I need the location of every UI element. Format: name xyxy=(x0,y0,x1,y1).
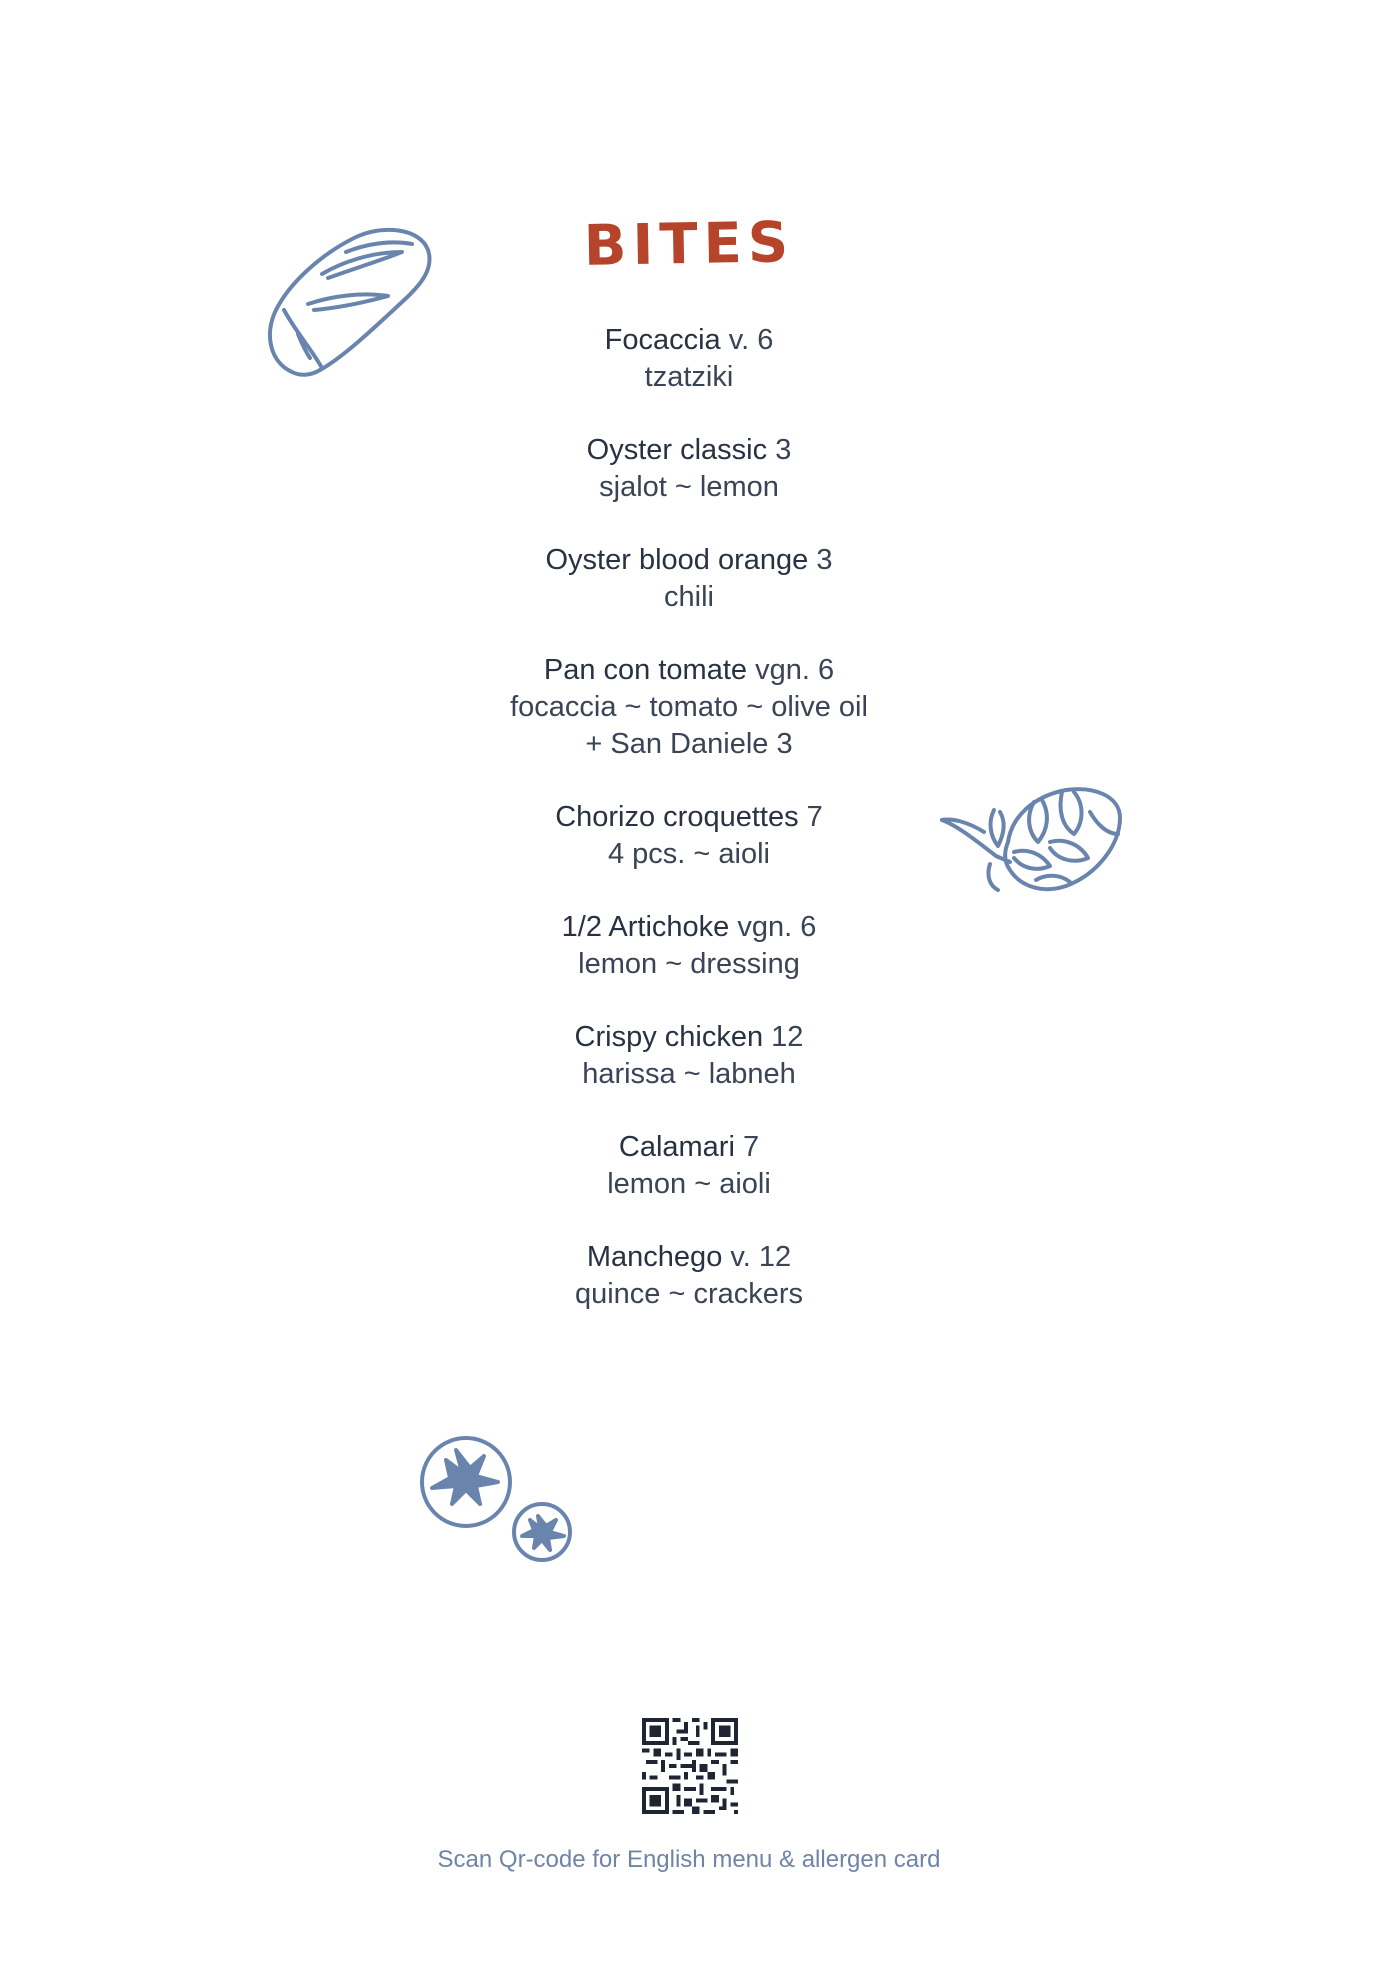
menu-item xyxy=(0,542,1378,616)
item-description: harissa ~ labneh xyxy=(582,1058,796,1090)
item-description: quince ~ crackers xyxy=(574,1278,804,1310)
footer-note: Scan Qr-code for English menu & allergen card xyxy=(437,1846,941,1873)
page-title: BITES xyxy=(583,210,795,279)
menu-list xyxy=(0,322,1378,1349)
item-price: v. 12 xyxy=(730,1241,792,1273)
item-description: sjalot ~ lemon xyxy=(599,471,779,503)
item-name: Calamari xyxy=(618,1131,735,1163)
item-price: 7 xyxy=(806,801,823,833)
item-name: Manchego xyxy=(586,1241,723,1273)
item-price: vgn. 6 xyxy=(755,654,835,686)
qr-code xyxy=(642,1718,738,1814)
menu-item xyxy=(0,1129,1378,1203)
item-price: vgn. 6 xyxy=(737,911,817,943)
item-extra: + San Daniele 3 xyxy=(585,728,793,760)
item-price: v. 6 xyxy=(728,324,774,356)
menu-item xyxy=(0,652,1378,763)
item-description: focaccia ~ tomato ~ olive oil xyxy=(510,691,868,723)
artichoke-icon xyxy=(938,782,1126,898)
item-price: 12 xyxy=(771,1021,804,1053)
item-description: 4 pcs. ~ aioli xyxy=(607,838,770,870)
bread-icon xyxy=(262,222,434,382)
menu-item xyxy=(0,322,1378,396)
item-price: 7 xyxy=(742,1131,760,1163)
item-name: Focaccia xyxy=(604,324,721,356)
item-price: 3 xyxy=(816,544,833,576)
menu-item xyxy=(0,909,1378,983)
item-description: chili xyxy=(664,581,714,613)
item-name: Pan con tomate xyxy=(543,654,748,686)
item-name: Oyster blood orange xyxy=(545,544,809,576)
menu-item xyxy=(0,799,1378,873)
menu-item xyxy=(0,432,1378,506)
menu-item xyxy=(0,1019,1378,1093)
item-price: 3 xyxy=(775,434,792,466)
item-name: Oyster classic xyxy=(586,434,768,466)
item-name: Crispy chicken xyxy=(574,1021,764,1053)
item-description: tzatziki xyxy=(644,361,734,393)
item-description: lemon ~ dressing xyxy=(578,948,800,980)
menu-item xyxy=(0,1239,1378,1313)
tomatoes-icon xyxy=(418,1432,580,1566)
item-description: lemon ~ aioli xyxy=(607,1168,771,1200)
item-name: Chorizo croquettes xyxy=(555,801,799,833)
item-name: 1/2 Artichoke xyxy=(561,911,730,943)
